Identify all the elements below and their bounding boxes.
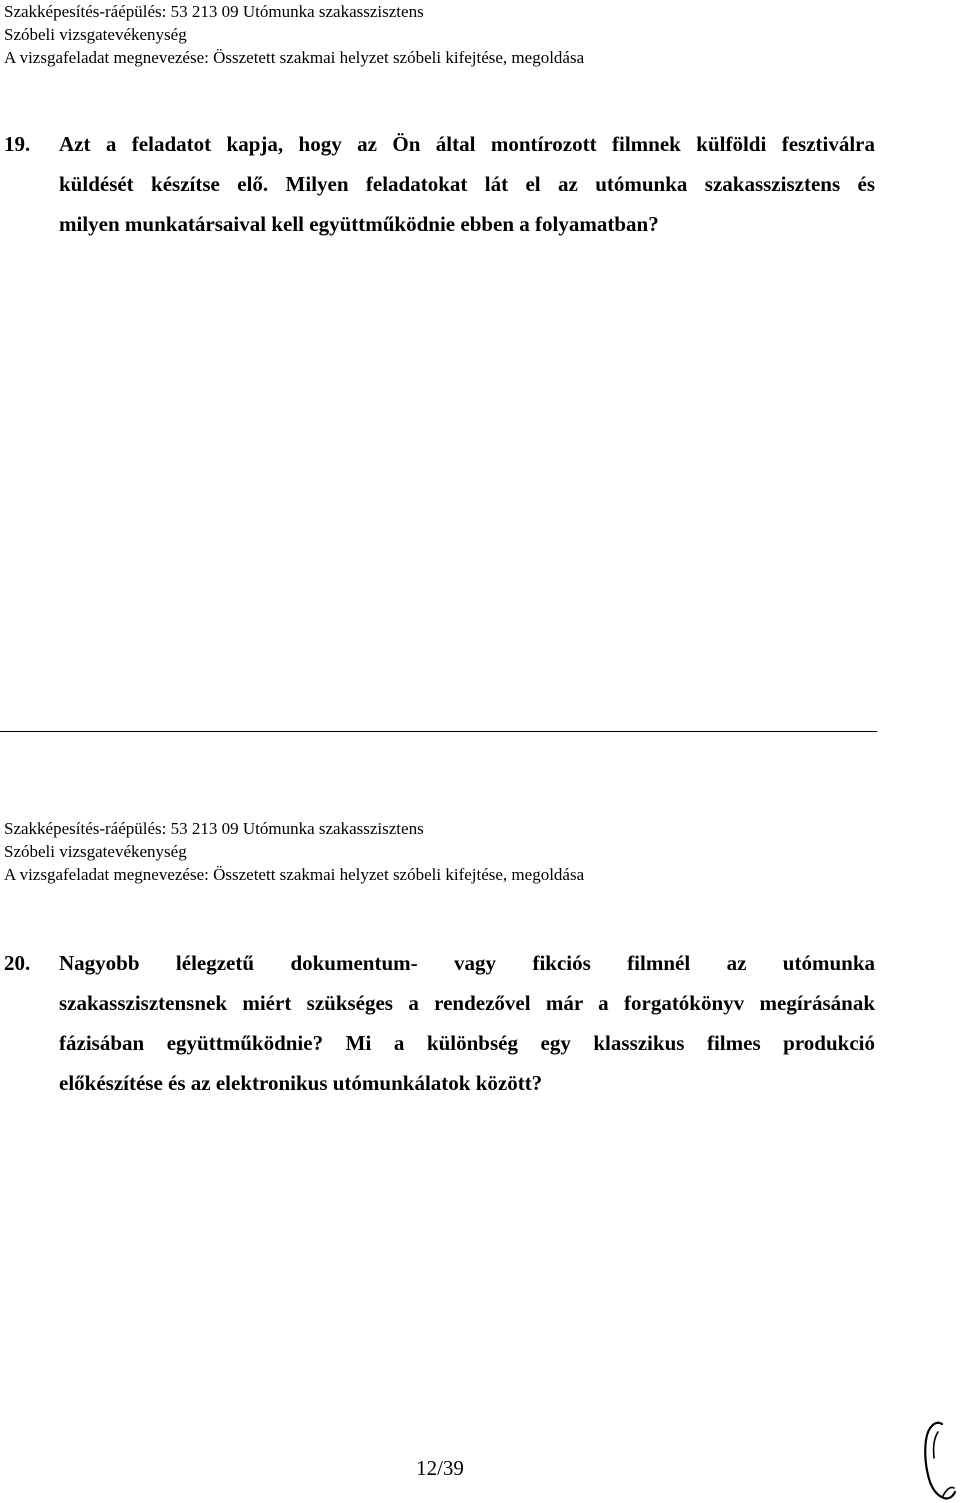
- header-qualification: Szakképesítés-ráépülés: 53 213 09 Utómunka szakasszisztens: [4, 819, 424, 838]
- header-exam-type: Szóbeli vizsgatevékenység: [4, 842, 187, 861]
- question-19-number: 19.: [4, 132, 31, 156]
- question-19-line-3: milyen munkatársaival kell együttműködnie ebben a folyamatban?: [59, 212, 659, 236]
- question-20-line-1: 20. Nagyobb lélegzetű dokumentum- vagy fikciós filmnél az utómunka: [4, 943, 875, 983]
- question-20-number: 20.: [4, 951, 31, 975]
- signature-mark: [916, 1418, 960, 1503]
- question-19-line-2: küldését készítse elő. Milyen feladatokat lát el az utómunka szakasszisztens és: [59, 172, 875, 196]
- question-19-line-1: 19. Azt a feladatot kapja, hogy az Ön által montírozott filmnek külföldi fesztiválra: [4, 124, 875, 164]
- header-task-name: A vizsgafeladat megnevezése: Összetett szakmai helyzet szóbeli kifejtése, megoldása: [4, 48, 585, 67]
- question-19: [4, 124, 875, 244]
- question-20-line-4: előkészítése és az elektronikus utómunkálatok között?: [59, 1071, 543, 1095]
- header-qualification: Szakképesítés-ráépülés: 53 213 09 Utómunka szakasszisztens: [4, 2, 424, 21]
- header-exam-type: Szóbeli vizsgatevékenység: [4, 25, 187, 44]
- page-separator: [0, 731, 877, 732]
- question-20-line-3: fázisában együttműködnie? Mi a különbség egy klasszikus filmes produkció: [59, 1031, 875, 1055]
- page-number: 12/39: [416, 1456, 464, 1480]
- question-20-line-2: szakasszisztensnek miért szükséges a rendezővel már a forgatókönyv megírásának: [59, 991, 875, 1015]
- page-header-bottom: [4, 817, 584, 886]
- page-header-top: [4, 0, 584, 69]
- question-20: [4, 943, 875, 1103]
- header-task-name: A vizsgafeladat megnevezése: Összetett szakmai helyzet szóbeli kifejtése, megoldása: [4, 865, 585, 884]
